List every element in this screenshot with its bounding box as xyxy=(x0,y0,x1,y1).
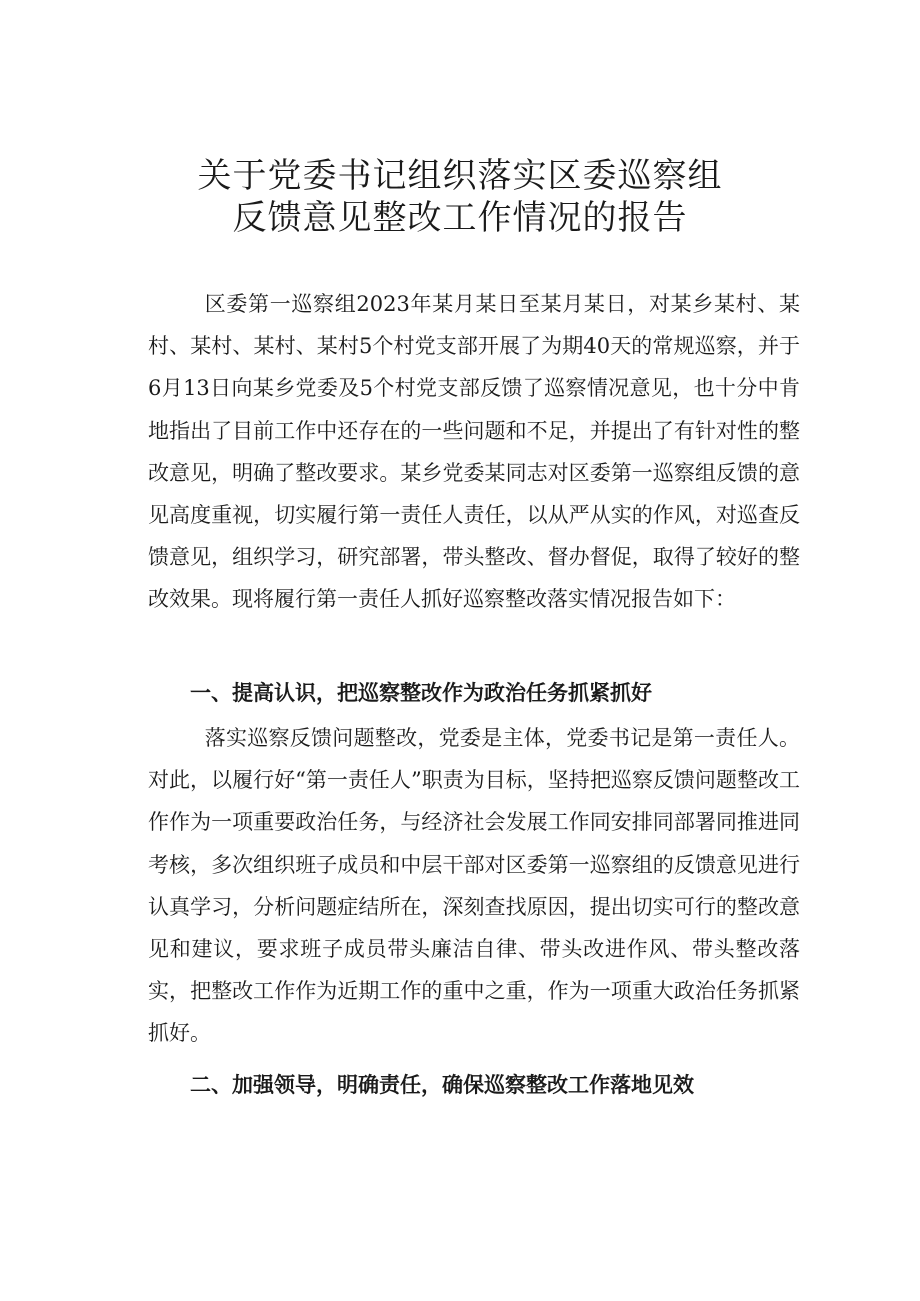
section-heading-1: 一、提高认识，把巡察整改作为政治任务抓紧抓好 xyxy=(190,681,652,705)
document-title-line-1: 关于党委书记组织落实区委巡察组 xyxy=(197,156,723,196)
section-1-paragraph: 落实巡察反馈问题整改，党委是主体，党委书记是第一责任人。对此，以履行好“第一责任人”职责为目标，坚持把巡察反馈问题整改工作作为一项重要政治任务，与经济社会发展工作同安排同部署同推进同考核，多次组织班子成员和中层干部对区委第一巡察组的反馈意见进行认真学习，分析问题症结所在，深刻查找原因，提出切实可行的整改意见和建议，要求班子成员带头廉洁自律、带头改进作风、带头整改落实，把整改工作作为近期工作的重中之重，作为一项重大政治任务抓紧抓好。 xyxy=(148,726,800,1046)
document-title-line-2: 反馈意见整改工作情况的报告 xyxy=(232,198,688,238)
section-heading-2: 二、加强领导，明确责任，确保巡察整改工作落地见效 xyxy=(190,1073,694,1097)
intro-paragraph: 区委第一巡察组2023年某月某日至某月某日，对某乡某村、某村、某村、某村、某村5个村党支部开展了为期40天的常规巡察，并于6月13日向某乡党委及5个村党支部反馈了巡察情况意见，也十分中肯地指出了目前工作中还存在的一些问题和不足，并提出了有针对性的整改意见，明确了整改要求。某乡党委某同志对区委第一巡察组反馈的意见高度重视，切实履行第一责任人责任，以从严从实的作风，对巡查反馈意见，组织学习，研究部署，带头整改、督办督促，取得了较好的整改效果。现将履行第一责任人抓好巡察整改落实情况报告如下： xyxy=(148,292,800,612)
